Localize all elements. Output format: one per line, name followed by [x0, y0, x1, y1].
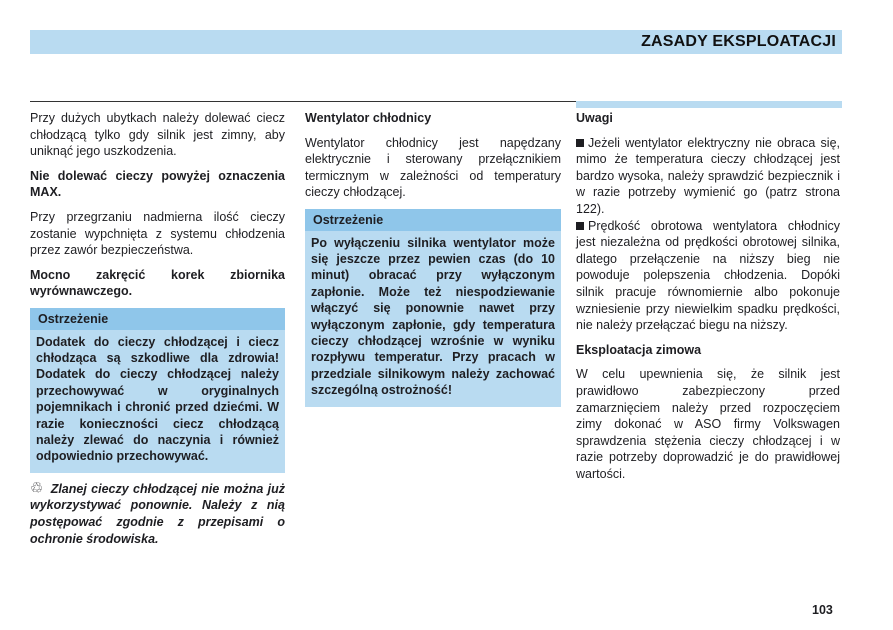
paragraph-cap: Mocno zakręcić korek zbiornika wyrównawczego.: [30, 267, 285, 299]
warning-title: Ostrzeżenie: [305, 209, 561, 231]
note-item-1: Jeżeli wentylator elektryczny nie obraca się, mimo że temperatura cieczy chłodzącej jest bardzo wysoka, należy sprawdzić bezpiecznik i w razie potrzeby wymienić go (patrz strona 122).: [576, 135, 840, 216]
page-number: 103: [812, 603, 833, 617]
paragraph-refill: Przy dużych ubytkach należy dolewać ciecz chłodzącą tylko gdy silnik jest zimny, aby uniknąć jego uszkodzenia.: [30, 111, 285, 159]
warning-box-fan: [305, 209, 561, 407]
column-right: [576, 110, 840, 490]
warning-title: Ostrzeżenie: [30, 308, 285, 330]
bullet-square-icon: [576, 222, 584, 230]
column-middle: [305, 110, 561, 415]
winter-paragraph: W celu upewnienia się, że silnik jest prawidłowo zabezpieczony przed zamarznięciem należy przed rozpoczęciem zimy dokonać w ASO firmy Volkswagen sprawdzenia stężenia cieczy chłodzącej i w razie potrzeby doprowadzić je do prawidłowej wartości.: [576, 367, 840, 481]
winter-heading: Eksploatacja zimowa: [576, 342, 702, 357]
paragraph-max-level: Nie dolewać cieczy powyżej oznaczenia MAX.: [30, 168, 285, 200]
column-left: [30, 110, 285, 555]
warning-box-coolant: [30, 308, 285, 473]
environment-note-text: Zlanej cieczy chłodzącej nie można już wykorzystywać ponownie. Należy z nią postępować zgodnie z przepisami o ochronie środowiska.: [30, 481, 285, 546]
section-title: ZASADY EKSPLOATACJI: [641, 33, 836, 50]
paragraph-overheating: Przy przegrzaniu nadmierna ilość cieczy zostanie wypchnięta z systemu chłodzenia przez zawór bezpieczeństwa.: [30, 209, 285, 258]
fan-paragraph: Wentylator chłodnicy jest napędzany elektrycznie i sterowany przełącznikiem termicznym w zależności od temperatury cieczy chłodzącej.: [305, 135, 561, 200]
bullet-square-icon: [576, 139, 584, 147]
environment-note: [30, 481, 285, 547]
fan-heading: Wentylator chłodnicy: [305, 111, 432, 125]
note-item-2: Prędkość obrotowa wentylatora chłodnicy jest niezależna od prędkości obrotowej silnika, dlatego przełączenie na niższy bieg nie powoduje polepszenia chłodzenia. Dopóki silnik pracuje równomiernie albo pokonuje wzniesienie przy niewielkim spadku prędkości, nie należy przełączać biegu na niższy.: [576, 218, 840, 333]
notes-column-top-band: [576, 101, 842, 108]
warning-text-2: Przy pracach w przedziale silnikowym należy zachować szczególną ostrożność!: [311, 350, 555, 398]
warning-text: [305, 231, 561, 407]
notes-heading: Uwagi: [576, 111, 613, 125]
warning-text: Dodatek do cieczy chłodzącej i ciecz chłodząca są szkodliwe dla zdrowia! Dodatek do cieczy chłodzącej należy przechowywać w oryginalnych pojemnikach i chronić przed dziećmi. W razie konieczności ciecz chłodzącą należy zlewać do naczynia i również odpowiednio przechowywać.: [36, 334, 279, 464]
recycle-icon: ♲: [30, 479, 45, 497]
warning-text-1: Po wyłączeniu silnika wentylator może się jeszcze przez pewien czas (do 10 minut) obracać przy wyłączonym zapłonie. Może też niespodziewanie włączyć się ponownie nawet przy wyłączonym zapłonie, gdy temperatura cieczy chłodzącej wzrośnie w wyniku rozpływu temperatur.: [311, 235, 555, 365]
